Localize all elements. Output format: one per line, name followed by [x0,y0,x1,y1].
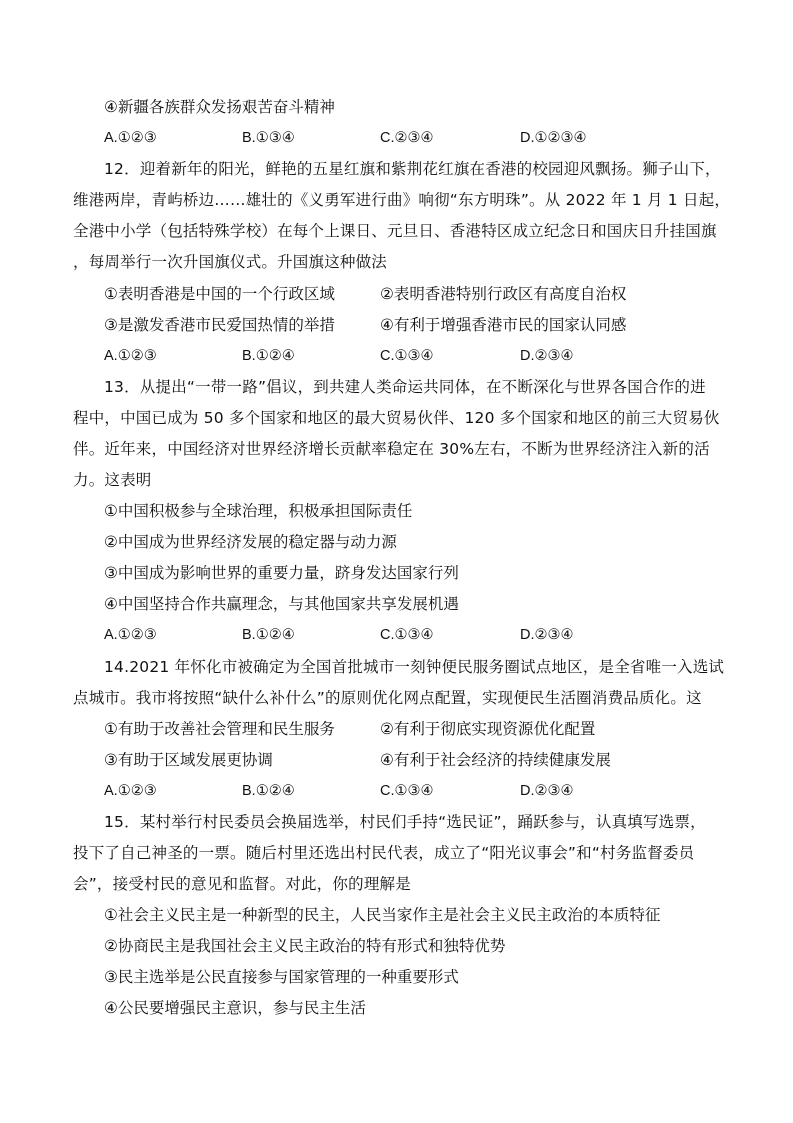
q12-answer-d[interactable]: D.②③④ [520,348,574,364]
q15-stem-line-2: 投下了自己神圣的一票。随后村里还选出村民代表，成立了“阳光议事会”和“村务监督委员 [73,844,695,862]
q12-answer-c[interactable]: C.①③④ [380,348,434,364]
q12-stem-line-2: 维港两岸，青屿桥边……雄壮的《义勇军进行曲》响彻“东方明珠”。从 2022 年 1 月 1 日起， [73,191,731,209]
q15-stem-line-1: 15．某村举行村民委员会换届选举，村民们手持“选民证”，踊跃参与，认真填写选票， [104,813,706,831]
q12-statement-3: ③是激发香港市民爱国热情的举措 [104,316,335,334]
q11-answer-d[interactable]: D.①②③④ [520,130,587,146]
q12-stem-line-3: 全港中小学（包括特殊学校）在每个上课日、元旦日、香港特区成立纪念日和国庆日升挂国旗 [73,222,717,240]
q13-answer-d[interactable]: D.②③④ [520,627,574,643]
q13-statement-4: ④中国坚持合作共赢理念，与其他国家共享发展机遇 [104,595,459,613]
q14-statement-2: ②有利于彻底实现资源优化配置 [380,720,596,738]
q12-statement-2: ②表明香港特别行政区有高度自治权 [380,285,627,303]
q14-answer-a[interactable]: A.①②③ [104,783,157,799]
q12-answer-b[interactable]: B.①②④ [242,348,295,364]
q12-statement-1: ①表明香港是中国的一个行政区域 [104,285,335,303]
q13-answer-b[interactable]: B.①②④ [242,627,295,643]
q13-stem-line-2: 程中，中国已成为 50 多个国家和地区的最大贸易伙伴、120 多个国家和地区的前三大贸易伙 [73,409,720,427]
q15-statement-3: ③民主选举是公民直接参与国家管理的一种重要形式 [104,968,459,986]
q13-stem-line-4: 力。这表明 [73,471,152,489]
q15-statement-4: ④公民要增强民主意识，参与民主生活 [104,999,366,1017]
q14-stem-line-2: 点城市。我市将按照“缺什么补什么”的原则优化网点配置，实现便民生活圈消费品质化。这 [73,689,702,707]
q12-statement-4: ④有利于增强香港市民的国家认同感 [380,316,627,334]
q15-stem-line-3: 会”，接受村民的意见和监督。对此，你的理解是 [73,875,411,893]
q13-answer-a[interactable]: A.①②③ [104,627,157,643]
q14-statement-3: ③有助于区域发展更协调 [104,751,273,769]
q13-statement-2: ②中国成为世界经济发展的稳定器与动力源 [104,533,397,551]
q14-stem-line-1: 14.2021 年怀化市被确定为全国首批城市一刻钟便民服务圈试点地区，是全省唯一入选试 [104,658,725,676]
q15-statement-2: ②协商民主是我国社会主义民主政治的特有形式和独特优势 [104,937,506,955]
q12-stem-line-4: ，每周举行一次升国旗仪式。升国旗这种做法 [73,253,388,271]
q14-answer-d[interactable]: D.②③④ [520,783,574,799]
q13-statement-1: ①中国积极参与全球治理，积极承担国际责任 [104,502,413,520]
q13-statement-3: ③中国成为影响世界的重要力量，跻身发达国家行列 [104,564,459,582]
q13-answer-c[interactable]: C.①③④ [380,627,434,643]
q14-statement-4: ④有利于社会经济的持续健康发展 [380,751,611,769]
q11-statement-4: ④新疆各族群众发扬艰苦奋斗精神 [104,98,335,116]
q11-answer-b[interactable]: B.①③④ [242,130,295,146]
q14-answer-b[interactable]: B.①②④ [242,783,295,799]
q15-statement-1: ①社会主义民主是一种新型的民主，人民当家作主是社会主义民主政治的本质特征 [104,906,661,924]
q12-answer-a[interactable]: A.①②③ [104,348,157,364]
q14-statement-1: ①有助于改善社会管理和民生服务 [104,720,335,738]
q11-answer-a[interactable]: A.①②③ [104,130,157,146]
q12-stem-line-1: 12．迎着新年的阳光，鲜艳的五星红旗和紫荆花红旗在香港的校园迎风飘扬。狮子山下， [104,160,721,178]
q14-answer-c[interactable]: C.①③④ [380,783,434,799]
q13-stem-line-1: 13．从提出“一带一路”倡议，到共建人类命运共同体，在不断深化与世界各国合作的进 [104,378,706,396]
q11-answer-c[interactable]: C.②③④ [380,130,434,146]
q13-stem-line-3: 伴。近年来，中国经济对世界经济增长贡献率稳定在 30%左右，不断为世界经济注入新的活 [73,440,710,458]
